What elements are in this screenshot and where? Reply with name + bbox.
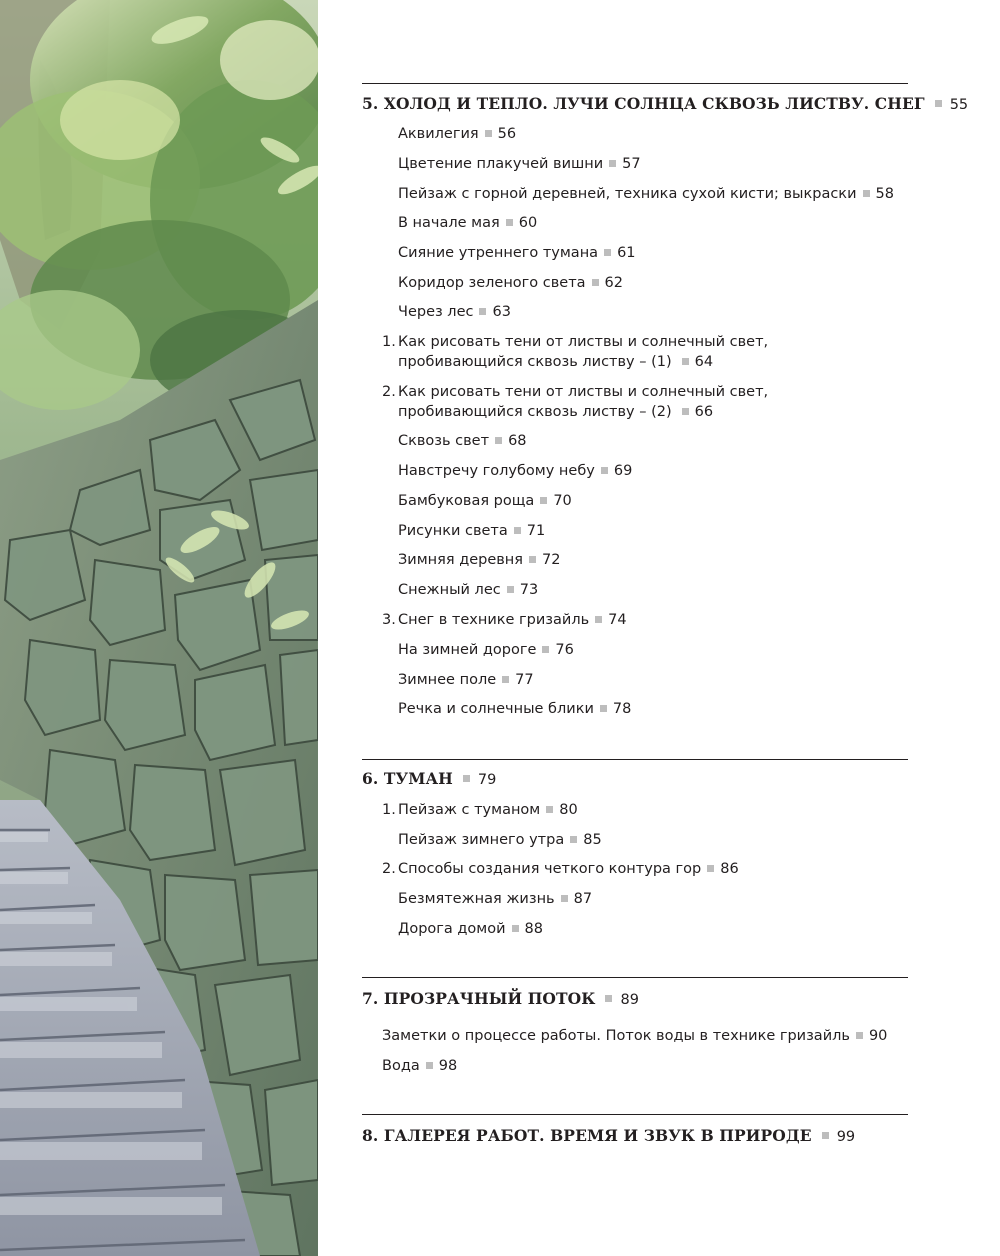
entry-number: 1. <box>382 802 396 818</box>
entry-page: 85 <box>583 832 602 848</box>
bullet-square-icon <box>529 556 536 563</box>
entry-text-group <box>398 154 641 174</box>
chapter-page-number: 79 <box>477 772 497 788</box>
bullet-square-icon <box>601 467 608 474</box>
chapter-page-number: 55 <box>949 97 969 113</box>
entry-text-group <box>398 889 592 909</box>
entry-title: Зимнее поле <box>398 672 497 688</box>
entry-page: 77 <box>515 672 534 688</box>
entry-title: Пейзаж с туманом <box>398 802 541 818</box>
chapter-page-number: 99 <box>836 1129 856 1145</box>
bullet-square-icon <box>707 865 714 872</box>
entry-text-group <box>382 1026 887 1046</box>
entry-title: Рисунки света <box>398 523 508 539</box>
entry-page: 68 <box>508 433 527 449</box>
entry-text-group <box>398 550 560 570</box>
bullet-square-icon <box>542 646 549 653</box>
entry-text-group <box>398 273 623 293</box>
entry-title: Дорога домой <box>398 921 506 937</box>
entry-page: 90 <box>868 1028 888 1044</box>
entry-title-line: Как рисовать тени от листвы и солнечный свет, <box>398 384 769 400</box>
bullet-square-icon <box>595 616 602 623</box>
entry-page: 70 <box>553 493 572 509</box>
bullet-square-icon <box>600 705 607 712</box>
bullet-square-icon <box>479 308 486 315</box>
entry-number: 3. <box>382 612 396 628</box>
stairs-illustration <box>0 0 318 1256</box>
bullet-square-icon <box>863 190 870 197</box>
entry-page: 66 <box>694 404 714 420</box>
entry-page: 88 <box>524 921 543 937</box>
entry-text-group <box>398 491 572 511</box>
entry-page: 58 <box>875 186 894 202</box>
entry-title-continuation <box>398 352 768 372</box>
entry-page: 57 <box>622 156 641 172</box>
chapter-6-heading <box>362 767 908 791</box>
entry-page: 78 <box>612 701 632 717</box>
bullet-square-icon <box>570 836 577 843</box>
entry-title: Через лес <box>398 304 474 320</box>
chapter-page-number: 89 <box>620 992 639 1008</box>
entry-text-group <box>398 213 537 233</box>
chapter-divider <box>362 977 908 978</box>
entry-page: 71 <box>526 523 546 539</box>
entry-page: 63 <box>492 304 511 320</box>
chapter-title: 8. ГАЛЕРЕЯ РАБОТ. ВРЕМЯ И ЗВУК В ПРИРОДЕ <box>362 1126 812 1145</box>
entry-text-group <box>398 124 516 144</box>
entry-text-group <box>398 610 627 630</box>
entry-title-line: Как рисовать тени от листвы и солнечный свет, <box>398 334 769 350</box>
entry-page: 76 <box>555 642 574 658</box>
entry-title: Цветение плакучей вишни <box>398 156 604 172</box>
entry-text-group <box>398 830 602 850</box>
entry-title: Навстречу голубому небу <box>398 463 595 479</box>
chapter-8-heading <box>362 1124 908 1148</box>
bullet-square-icon <box>463 775 470 782</box>
entry-text-group <box>398 800 578 820</box>
entry-page: 98 <box>438 1058 458 1074</box>
entry-text-group <box>398 302 511 322</box>
bullet-square-icon <box>512 925 519 932</box>
entry-title: В начале мая <box>398 215 500 231</box>
entry-text-group <box>398 670 534 690</box>
entry-title-continuation <box>398 402 768 422</box>
entry-page: 64 <box>694 354 714 370</box>
chapter-title: 5. ХОЛОД И ТЕПЛО. ЛУЧИ СОЛНЦА СКВОЗЬ ЛИСТВУ. СНЕГ <box>362 94 925 113</box>
entry-text-group <box>398 699 631 719</box>
entry-title: Снег в технике гризайль <box>398 612 590 628</box>
entry-page: 86 <box>720 861 739 877</box>
chapter-divider <box>362 1114 908 1115</box>
chapter-divider <box>362 83 908 84</box>
bullet-square-icon <box>426 1062 433 1069</box>
bullet-square-icon <box>540 497 547 504</box>
entry-text-group <box>382 1056 457 1076</box>
entry-title: Сияние утреннего тумана <box>398 245 599 261</box>
entry-page: 74 <box>608 612 627 628</box>
bullet-square-icon <box>605 995 612 1002</box>
table-of-contents <box>362 0 969 1256</box>
entry-page: 87 <box>573 891 593 907</box>
entry-title-line-2: пробивающийся сквозь листву – (2) <box>398 404 672 420</box>
bullet-square-icon <box>609 160 616 167</box>
entry-text-group <box>398 919 543 939</box>
entry-page: 62 <box>604 275 623 291</box>
entry-text-group <box>398 382 768 422</box>
entry-text-group <box>398 640 574 660</box>
entry-title: Речка и солнечные блики <box>398 701 594 717</box>
entry-page: 72 <box>542 552 561 568</box>
entry-title: Бамбуковая роща <box>398 493 535 509</box>
chapter-5-heading <box>362 92 969 116</box>
entry-title: Сквозь свет <box>398 433 490 449</box>
entry-page: 56 <box>497 126 517 142</box>
entry-title: Способы создания четкого контура гор <box>398 861 702 877</box>
bullet-square-icon <box>506 219 513 226</box>
bullet-square-icon <box>592 279 599 286</box>
bullet-square-icon <box>502 676 509 683</box>
bullet-square-icon <box>682 408 689 415</box>
entry-title: Пейзаж зимнего утра <box>398 832 565 848</box>
bullet-square-icon <box>682 358 689 365</box>
bullet-square-icon <box>485 130 492 137</box>
bullet-square-icon <box>604 249 611 256</box>
entry-text-group <box>398 859 739 879</box>
entry-page: 69 <box>613 463 633 479</box>
bullet-square-icon <box>935 100 942 107</box>
bullet-square-icon <box>507 586 514 593</box>
entry-title: Безмятежная жизнь <box>398 891 555 907</box>
entry-title: Зимняя деревня <box>398 552 524 568</box>
entry-text-group <box>398 521 545 541</box>
bullet-square-icon <box>856 1032 863 1039</box>
entry-title: Пейзаж с горной деревней, техника сухой кисти; выкраски <box>398 186 857 202</box>
entry-page: 61 <box>617 245 636 261</box>
bullet-square-icon <box>495 437 502 444</box>
entry-title-line-2: пробивающийся сквозь листву – (1) <box>398 354 672 370</box>
entry-title: Вода <box>382 1058 420 1074</box>
entry-title: Коридор зеленого света <box>398 275 586 291</box>
entry-page: 60 <box>518 215 538 231</box>
chapter-title: 6. ТУМАН <box>362 769 453 788</box>
entry-number: 1. <box>382 334 396 350</box>
entry-page: 73 <box>519 582 539 598</box>
entry-title: На зимней дороге <box>398 642 537 658</box>
entry-text-group <box>398 332 768 372</box>
bullet-square-icon <box>546 806 553 813</box>
bullet-square-icon <box>561 895 568 902</box>
entry-title: Заметки о процессе работы. Поток воды в технике гризайль <box>382 1028 850 1044</box>
chapter-7-heading <box>362 987 908 1011</box>
chapter-divider <box>362 759 908 760</box>
entry-text-group <box>398 431 527 451</box>
bullet-square-icon <box>822 1132 829 1139</box>
entry-text-group <box>398 243 636 263</box>
entry-text-group <box>398 580 538 600</box>
bullet-square-icon <box>514 527 521 534</box>
entry-number: 2. <box>382 384 396 400</box>
entry-page: 80 <box>559 802 578 818</box>
chapter-title: 7. ПРОЗРАЧНЫЙ ПОТОК <box>362 989 596 1008</box>
entry-text-group <box>398 461 632 481</box>
entry-number: 2. <box>382 861 396 877</box>
entry-title: Аквилегия <box>398 126 479 142</box>
entry-text-group <box>398 184 894 204</box>
entry-title: Снежный лес <box>398 582 501 598</box>
